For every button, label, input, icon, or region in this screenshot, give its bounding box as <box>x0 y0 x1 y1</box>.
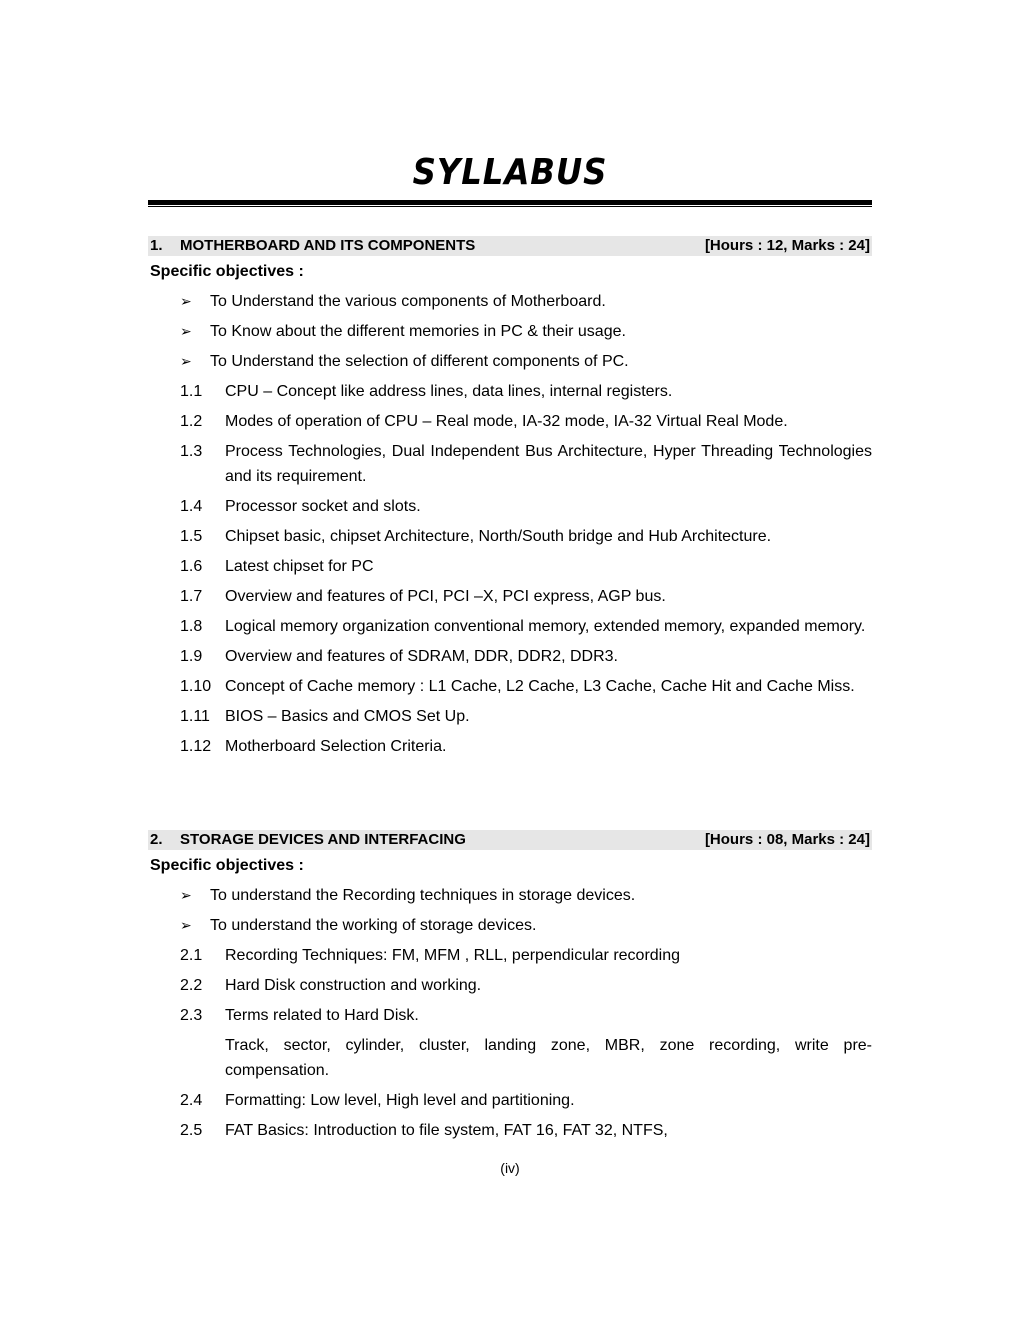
section-number: 1. <box>150 237 163 254</box>
title-rule-thin <box>148 206 872 207</box>
title-rule <box>148 200 872 205</box>
arrow-bullet-icon: ➢ <box>180 887 192 903</box>
objective-text: To understand the working of storage devices. <box>210 917 537 934</box>
topic-number: 1.1 <box>180 383 203 400</box>
topic-text: Concept of Cache memory : L1 Cache, L2 Cache, L3 Cache, Cache Hit and Cache Miss. <box>225 678 855 695</box>
objective-item <box>148 349 872 374</box>
topic-item <box>148 1033 872 1083</box>
topic-item <box>148 674 872 699</box>
topic-item <box>148 734 872 759</box>
section-title <box>150 830 466 850</box>
objective-text: To understand the Recording techniques in storage devices. <box>210 887 636 904</box>
topic-item <box>148 943 872 968</box>
topic-item <box>148 379 872 404</box>
topic-text: Track, sector, cylinder, cluster, landing zone, MBR, zone recording, write pre-compensation. <box>225 1037 872 1079</box>
topic-text: Hard Disk construction and working. <box>225 977 482 994</box>
topic-text: Processor socket and slots. <box>225 498 421 515</box>
topic-number <box>148 1033 225 1083</box>
topic-item <box>148 644 872 669</box>
topic-item <box>148 409 872 434</box>
topic-text: BIOS – Basics and CMOS Set Up. <box>225 708 470 725</box>
objective-item <box>148 883 872 908</box>
arrow-bullet-icon: ➢ <box>180 323 192 339</box>
objective-text: To Understand the various components of Motherboard. <box>210 293 606 310</box>
topic-number: 1.9 <box>180 648 203 665</box>
objective-text: To Know about the different memories in PC & their usage. <box>210 323 626 340</box>
section-title <box>150 236 475 256</box>
topic-item <box>148 614 872 639</box>
objective-item <box>148 913 872 938</box>
topic-number: 1.4 <box>180 498 203 515</box>
topic-text: Overview and features of SDRAM, DDR, DDR2, DDR3. <box>225 648 618 665</box>
topic-item <box>148 704 872 729</box>
topic-item <box>148 524 872 549</box>
section-heading-text: MOTHERBOARD AND ITS COMPONENTS <box>180 237 476 254</box>
arrow-bullet-icon: ➢ <box>180 353 192 369</box>
section-hours-marks: [Hours : 08, Marks : 24] <box>704 831 870 848</box>
topic-number: 1.12 <box>180 738 212 755</box>
topic-item <box>148 1088 872 1113</box>
topic-number: 1.5 <box>180 528 203 545</box>
topic-text: Formatting: Low level, High level and partitioning. <box>225 1092 575 1109</box>
topic-item <box>148 554 872 579</box>
section-heading-text: STORAGE DEVICES AND INTERFACING <box>180 831 466 848</box>
arrow-bullet-icon: ➢ <box>180 917 192 933</box>
section-1 <box>148 236 872 759</box>
objective-text: To Understand the selection of different components of PC. <box>210 353 629 370</box>
topic-text: Chipset basic, chipset Architecture, North/South bridge and Hub Architecture. <box>225 528 772 545</box>
topic-text: Latest chipset for PC <box>225 558 374 575</box>
topic-text: Process Technologies, Dual Independent Bus Architecture, Hyper Threading Technologies and its requirement. <box>225 443 872 485</box>
topic-item <box>148 439 872 489</box>
section-2 <box>148 830 872 1143</box>
topic-item <box>148 584 872 609</box>
topic-text: Overview and features of PCI, PCI –X, PCI express, AGP bus. <box>225 588 666 605</box>
topic-item <box>148 1118 872 1143</box>
arrow-bullet-icon: ➢ <box>180 293 192 309</box>
topic-number: 2.1 <box>180 947 203 964</box>
topic-item <box>148 494 872 519</box>
topic-number: 1.7 <box>180 588 203 605</box>
topic-number: 1.2 <box>180 413 203 430</box>
topic-number: 1.11 <box>180 708 210 725</box>
topic-number: 2.5 <box>180 1122 203 1139</box>
objectives-label: Specific objectives : <box>150 263 304 280</box>
topic-number: 1.3 <box>180 443 203 460</box>
topic-text: Motherboard Selection Criteria. <box>225 738 447 755</box>
topic-text: Logical memory organization conventional memory, extended memory, expanded memory. <box>225 618 866 635</box>
topic-number: 2.2 <box>180 977 203 994</box>
topic-text: Modes of operation of CPU – Real mode, IA-32 mode, IA-32 Virtual Real Mode. <box>225 413 788 430</box>
topic-text: FAT Basics: Introduction to file system, FAT 16, FAT 32, NTFS, <box>225 1122 668 1139</box>
page-number: (iv) <box>500 1160 520 1176</box>
topic-number: 2.4 <box>180 1092 203 1109</box>
topic-number: 1.8 <box>180 618 203 635</box>
objectives-label: Specific objectives : <box>150 857 304 874</box>
topic-text: CPU – Concept like address lines, data lines, internal registers. <box>225 383 673 400</box>
topic-item <box>148 1003 872 1028</box>
topic-number: 2.3 <box>180 1007 203 1024</box>
page-title: SYLLABUS <box>412 152 608 193</box>
objective-item <box>148 319 872 344</box>
topic-number: 1.6 <box>180 558 203 575</box>
topic-number: 1.10 <box>180 678 212 695</box>
topic-item <box>148 973 872 998</box>
section-heading <box>148 236 872 256</box>
topic-text: Terms related to Hard Disk. <box>225 1007 419 1024</box>
objective-item <box>148 289 872 314</box>
section-heading <box>148 830 872 850</box>
topic-text: Recording Techniques: FM, MFM , RLL, perpendicular recording <box>225 947 681 964</box>
section-hours-marks: [Hours : 12, Marks : 24] <box>704 237 870 254</box>
section-number: 2. <box>150 831 163 848</box>
